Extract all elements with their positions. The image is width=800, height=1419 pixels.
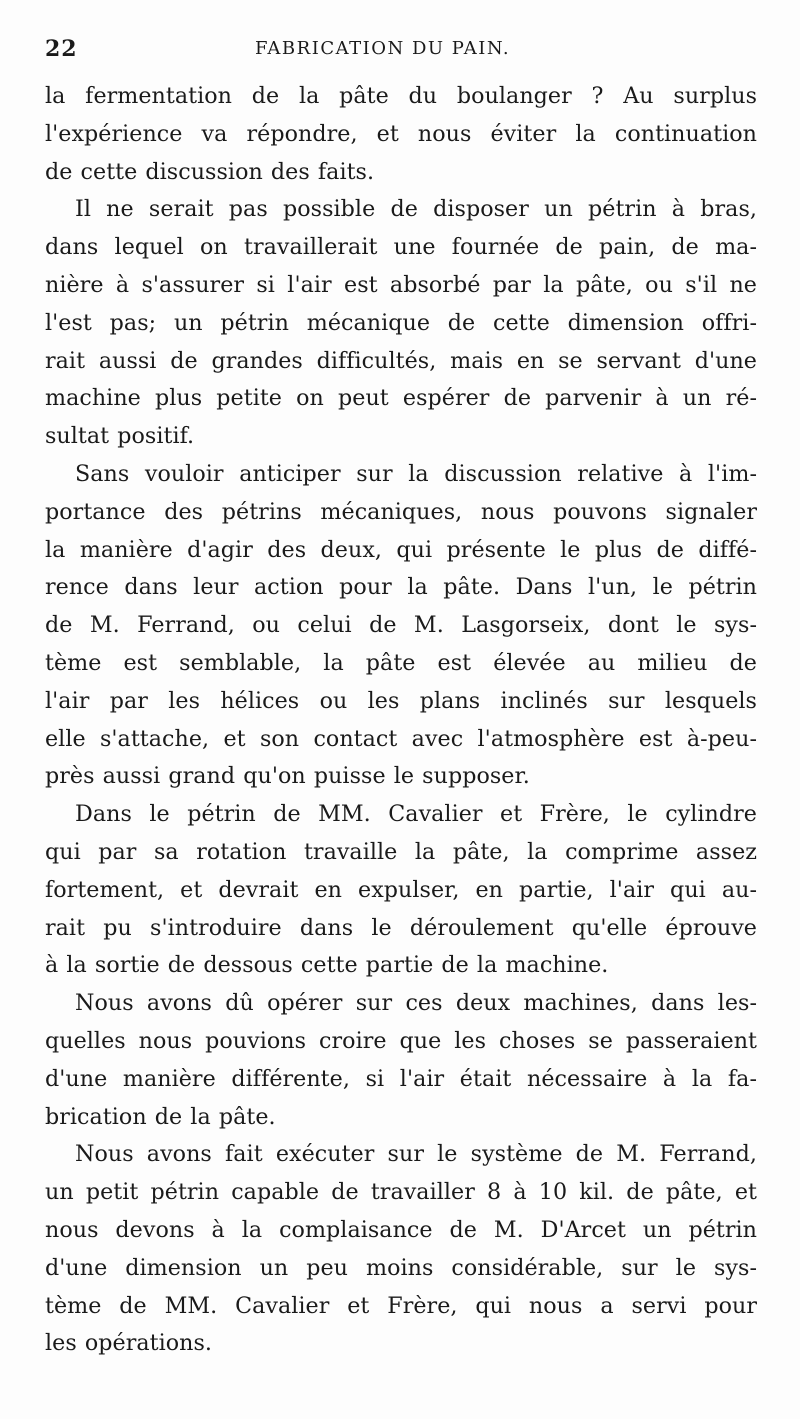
page-header [45,36,745,72]
text-line: rait pu s'introduire dans le déroulement qu'elle éprouve [45,914,757,941]
text-body [45,78,757,1363]
text-line: à la sortie de dessous cette partie de la machine. [45,952,609,979]
text-line: la manière d'agir des deux, qui présente le plus de diffé- [45,536,757,563]
text-line: nous devons à la complaisance de M. D'Arcet un pétrin [45,1216,757,1243]
text-line: nière à s'assurer si l'air est absorbé par la pâte, ou s'il ne [45,271,757,298]
text-line: d'une dimension un peu moins considérable, sur le sys- [45,1254,757,1281]
paragraph [45,985,757,1136]
text-line: dans lequel on travaillerait une fournée de pain, de ma- [45,234,757,261]
text-line: portance des pétrins mécaniques, nous pouvons signaler [45,498,757,525]
text-line: les opérations. [45,1330,213,1357]
text-line: qui par sa rotation travaille la pâte, la comprime assez [45,838,757,865]
text-line: elle s'attache, et son contact avec l'atmosphère est à-peu- [45,725,757,752]
text-line: d'une manière différente, si l'air était nécessaire à la fa- [45,1065,757,1092]
text-line: fortement, et devrait en expulser, en partie, l'air qui au- [45,876,757,903]
text-line: Dans le pétrin de MM. Cavalier et Frère, le cylindre [75,801,757,828]
text-line: Nous avons dû opérer sur ces deux machines, dans les- [75,990,757,1017]
text-line: sultat positif. [45,423,195,450]
text-line: de M. Ferrand, ou celui de M. Lasgorseix, dont le sys- [45,612,757,639]
page-number: 22 [45,36,78,62]
text-line: brication de la pâte. [45,1103,276,1130]
running-title: FABRICATION DU PAIN. [255,38,511,59]
text-line: un petit pétrin capable de travailler 8 à 10 kil. de pâte, et [45,1179,757,1206]
text-line: Nous avons fait exécuter sur le système de M. Ferrand, [75,1141,757,1168]
text-line: tème de MM. Cavalier et Frère, qui nous a servi pour [45,1292,757,1319]
text-line: tème est semblable, la pâte est élevée au milieu de [45,649,757,676]
paragraph [45,1136,757,1363]
text-line: l'expérience va répondre, et nous éviter la continuation [45,120,757,147]
text-line: machine plus petite on peut espérer de parvenir à un ré- [45,385,757,412]
text-line: l'air par les hélices ou les plans inclinés sur lesquels [45,687,757,714]
text-line: rence dans leur action pour la pâte. Dans l'un, le pétrin [45,574,757,601]
paragraph [45,191,757,456]
paragraph [45,456,757,796]
text-line: la fermentation de la pâte du boulanger ? Au surplus [45,83,757,109]
text-line: Sans vouloir anticiper sur la discussion relative à l'im- [75,460,757,487]
text-line: près aussi grand qu'on puisse le supposer. [45,763,530,790]
text-line: quelles nous pouvions croire que les choses se passeraient [45,1027,757,1054]
text-line: l'est pas; un pétrin mécanique de cette dimension offri- [45,309,757,336]
text-line: de cette discussion des faits. [45,158,375,185]
text-line: Il ne serait pas possible de disposer un pétrin à bras, [75,196,757,223]
paragraph [45,78,757,191]
text-line: rait aussi de grandes difficultés, mais en se servant d'une [45,347,757,374]
paragraph [45,796,757,985]
